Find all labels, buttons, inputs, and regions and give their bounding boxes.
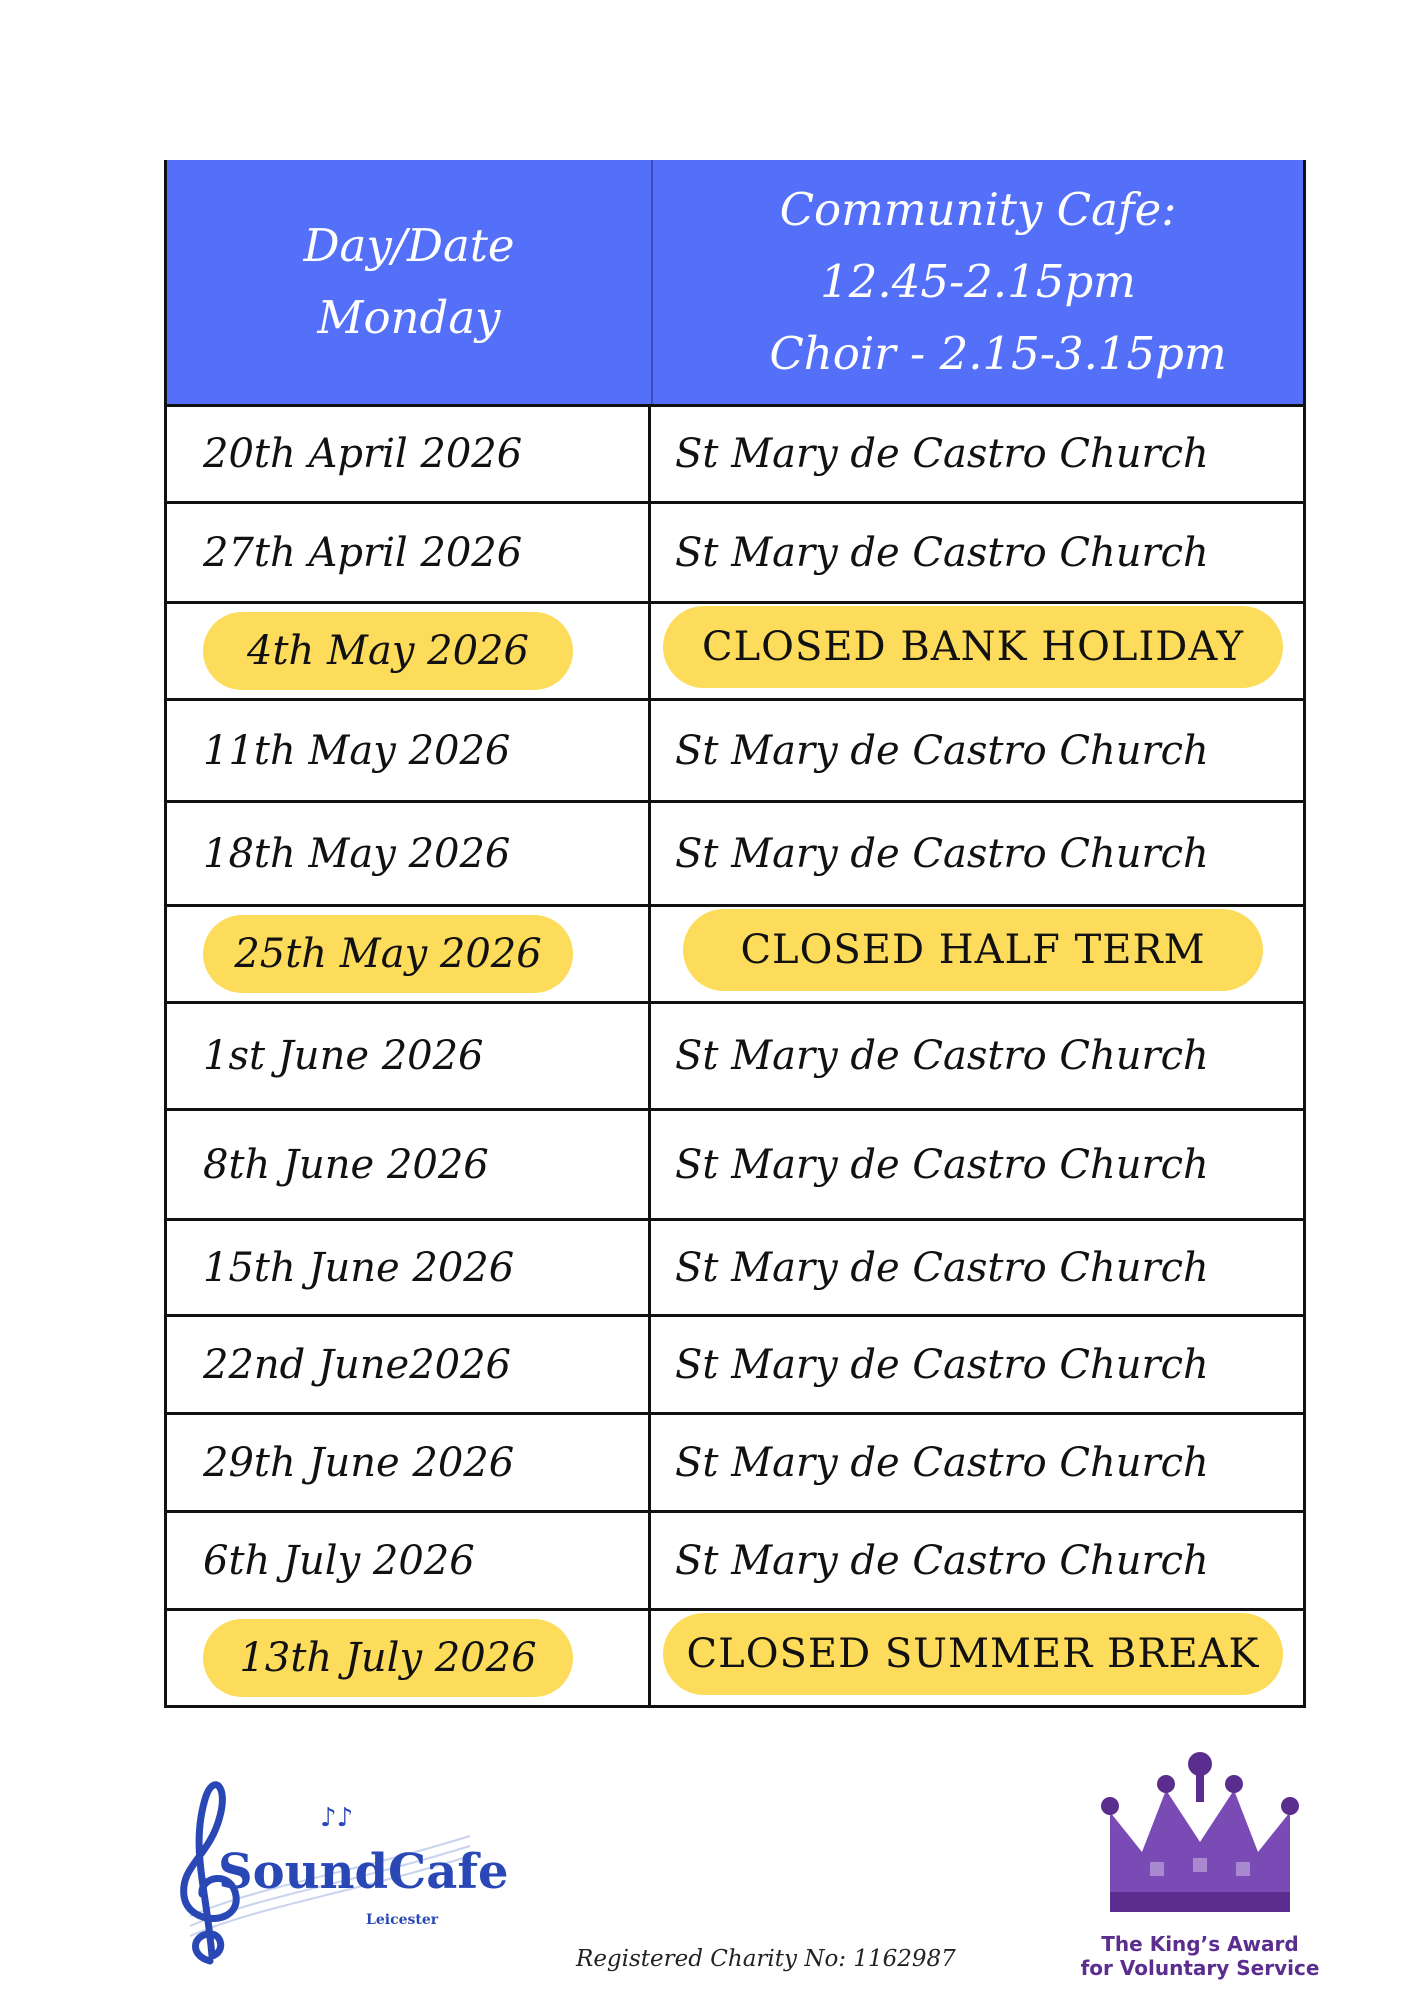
date-cell	[167, 1317, 651, 1412]
award-line1: The King’s Award	[1101, 1932, 1299, 1956]
date-text: 8th June 2026	[203, 1141, 489, 1188]
charity-number: Registered Charity No: 1162987	[576, 1946, 956, 1972]
date-text: 22nd June2026	[203, 1341, 512, 1388]
table-row	[167, 800, 1303, 904]
header-date-line2: Monday	[317, 291, 501, 344]
header-date-line1: Day/Date	[303, 219, 515, 272]
date-text: 20th April 2026	[203, 431, 523, 477]
venue-cell	[651, 1111, 1303, 1218]
date-highlight	[203, 915, 573, 993]
award-line2: for Voluntary Service	[1080, 1956, 1320, 1980]
date-cell	[167, 1611, 651, 1705]
schedule-table	[164, 160, 1306, 1708]
table-header	[167, 160, 1303, 404]
venue-cell	[651, 1317, 1303, 1412]
venue-cell	[651, 803, 1303, 904]
header-date-column	[167, 160, 653, 404]
table-row	[167, 904, 1303, 1001]
closed-highlight	[663, 1613, 1283, 1695]
date-text: 13th July 2026	[239, 1635, 537, 1681]
venue-text: St Mary de Castro Church	[675, 830, 1209, 877]
header-event-line1: Community Cafe:	[779, 183, 1177, 236]
award-text	[1080, 1932, 1320, 1980]
date-cell	[167, 604, 651, 698]
venue-text: St Mary de Castro Church	[675, 431, 1209, 477]
venue-cell	[651, 1004, 1303, 1108]
closed-highlight	[683, 909, 1263, 991]
date-text: 1st June 2026	[203, 1033, 484, 1079]
venue-cell	[651, 1415, 1303, 1510]
table-row	[167, 1608, 1303, 1705]
venue-text: St Mary de Castro Church	[675, 1537, 1209, 1584]
date-text: 11th May 2026	[203, 727, 511, 774]
date-text: 25th May 2026	[234, 931, 542, 977]
date-cell	[167, 1221, 651, 1314]
date-cell	[167, 701, 651, 800]
date-cell	[167, 1415, 651, 1510]
venue-cell	[651, 1611, 1303, 1705]
date-text: 27th April 2026	[203, 529, 523, 576]
table-row	[167, 1108, 1303, 1218]
table-row	[167, 1001, 1303, 1108]
venue-text: St Mary de Castro Church	[675, 727, 1209, 774]
venue-text: St Mary de Castro Church	[675, 1244, 1209, 1291]
date-highlight	[203, 612, 573, 690]
header-event-column	[653, 160, 1303, 404]
venue-cell	[651, 504, 1303, 601]
kings-award-logo	[1080, 1742, 1320, 1982]
svg-text:♪♪: ♪♪	[320, 1803, 354, 1833]
table-row	[167, 1510, 1303, 1608]
venue-cell	[651, 1513, 1303, 1608]
venue-text: St Mary de Castro Church	[675, 1033, 1209, 1079]
closed-text: CLOSED HALF TERM	[740, 927, 1206, 973]
venue-text: St Mary de Castro Church	[675, 529, 1209, 576]
logo-subtext: Leicester	[366, 1912, 439, 1928]
table-row	[167, 404, 1303, 501]
date-cell	[167, 907, 651, 1001]
header-event-line3: Choir - 2.15-3.15pm	[769, 327, 1227, 380]
table-row	[167, 1314, 1303, 1412]
venue-text: St Mary de Castro Church	[675, 1341, 1209, 1388]
table-row	[167, 1412, 1303, 1510]
venue-cell	[651, 407, 1303, 501]
date-highlight	[203, 1619, 573, 1697]
logo-text: SoundCafe	[218, 1844, 509, 1900]
closed-text: CLOSED BANK HOLIDAY	[701, 624, 1244, 670]
soundcafe-logo	[170, 1766, 509, 1966]
footer	[0, 1740, 1414, 2000]
date-text: 6th July 2026	[203, 1537, 475, 1584]
table-row	[167, 601, 1303, 698]
date-cell	[167, 1513, 651, 1608]
venue-text: St Mary de Castro Church	[675, 1439, 1209, 1486]
venue-cell	[651, 604, 1303, 698]
date-cell	[167, 1111, 651, 1218]
crown-icon	[1080, 1742, 1320, 1922]
venue-text: St Mary de Castro Church	[675, 1141, 1209, 1188]
date-cell	[167, 803, 651, 904]
date-cell	[167, 1004, 651, 1108]
table-row	[167, 501, 1303, 601]
table-row	[167, 1218, 1303, 1314]
venue-cell	[651, 907, 1303, 1001]
table-row	[167, 698, 1303, 800]
date-text: 18th May 2026	[203, 830, 511, 877]
header-event-line2: 12.45-2.15pm	[820, 255, 1136, 308]
venue-cell	[651, 701, 1303, 800]
date-cell	[167, 407, 651, 501]
date-cell	[167, 504, 651, 601]
closed-highlight	[663, 606, 1283, 688]
date-text: 4th May 2026	[247, 628, 529, 674]
date-text: 15th June 2026	[203, 1244, 515, 1291]
date-text: 29th June 2026	[203, 1439, 515, 1486]
closed-text: CLOSED SUMMER BREAK	[686, 1631, 1260, 1677]
venue-cell	[651, 1221, 1303, 1314]
